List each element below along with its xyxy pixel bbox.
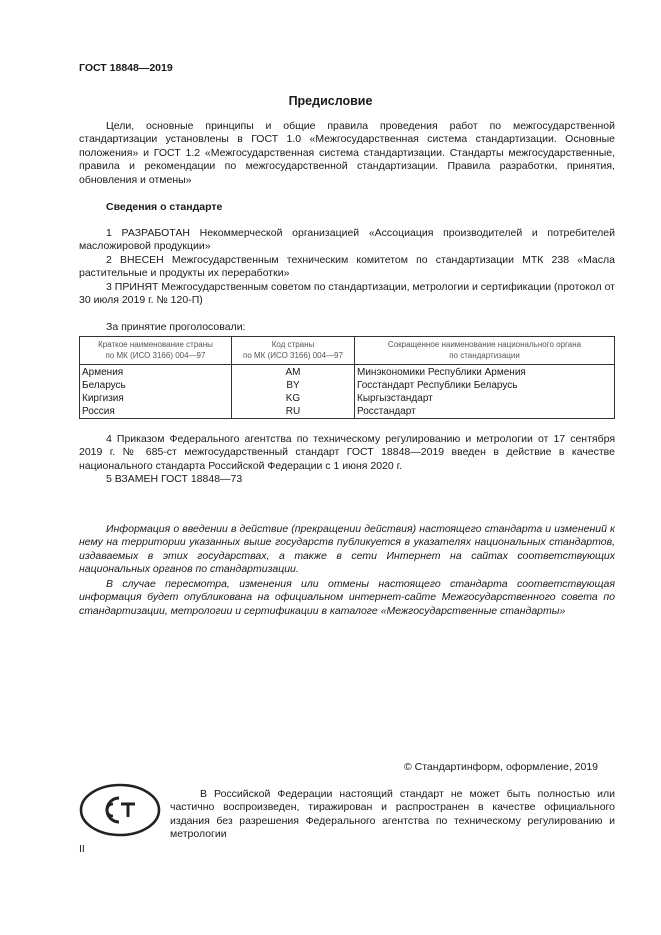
info-note-1: Информация о введении в действие (прекращении действия) настоящего стандарта и изменений к нему на территории указанных выше государств публикуется в указателях национальных стандартов, издаваемых в этих государствах, а также в сети Интернет на сайтах соответствующих национальных органов по стандартизации.: [79, 523, 615, 576]
table-row: [80, 379, 615, 392]
voted-label: За принятие проголосовали:: [106, 321, 246, 333]
cell-body: Минэкономики Республики Армения: [355, 365, 615, 380]
item-5: 5 ВЗАМЕН ГОСТ 18848—73: [106, 473, 243, 485]
item-3: 3 ПРИНЯТ Межгосударственным советом по стандартизации, метрологии и сертификации (протокол от 30 июля 2019 г. № 120-П): [79, 281, 615, 307]
page-number: II: [79, 843, 85, 855]
cell-code: RU: [232, 405, 355, 419]
col-header-body: Сокращенное наименование национального органа по стандартизации: [355, 337, 615, 365]
item-4: 4 Приказом Федерального агентства по техническому регулированию и метрологии от 17 сентября 2019 г. № 685-ст межгосударственный стандарт ГОСТ 18848—2019 введен в действие в качестве национального стандарта Российской Федерации с 1 июня 2020 г.: [79, 433, 615, 472]
cell-code: BY: [232, 379, 355, 392]
intro-paragraph: Цели, основные принципы и общие правила проведения работ по межгосударственной стандартизации установлены в ГОСТ 1.0 «Межгосударственная система стандартизации. Основные положения» и ГОСТ 1.2 «Межгосударственная система стандартизации. Стандарты межгосударственные, правила и рекомендации по межгосударственной стандартизации. Правила разработки, принятия, обновления и отмены»: [79, 120, 615, 186]
gost-logo-icon: [79, 782, 161, 838]
cell-code: AM: [232, 365, 355, 380]
vote-table: [79, 336, 615, 419]
item-2: 2 ВНЕСЕН Межгосударственным техническим комитетом по стандартизации МТК 238 «Масла растительные и продукты их переработки»: [79, 254, 615, 280]
document-code: ГОСТ 18848—2019: [79, 62, 173, 74]
cell-body: Росстандарт: [355, 405, 615, 419]
table-row: [80, 392, 615, 405]
cell-body: Кыргызстандарт: [355, 392, 615, 405]
section-title: Предисловие: [288, 94, 373, 108]
item-1: 1 РАЗРАБОТАН Некоммерческой организацией «Ассоциация производителей и потребителей масложировой продукции»: [79, 227, 615, 253]
cell-country: Армения: [80, 365, 232, 380]
copyright-notice: В Российской Федерации настоящий стандарт не может быть полностью или частично воспроизведен, тиражирован и распространен в качестве официального издания без разрешения Федерального агентства по техническому регулированию и метрологии: [170, 788, 615, 841]
col-header-country: Краткое наименование страны по МК (ИСО 3166) 004—97: [80, 337, 232, 365]
cell-country: Киргизия: [80, 392, 232, 405]
copyright: © Стандартинформ, оформление, 2019: [404, 761, 599, 773]
cell-code: KG: [232, 392, 355, 405]
cell-country: Беларусь: [80, 379, 232, 392]
table-row: [80, 365, 615, 380]
info-heading: Сведения о стандарте: [106, 201, 223, 213]
table-row: [80, 405, 615, 419]
cell-body: Госстандарт Республики Беларусь: [355, 379, 615, 392]
col-header-code: Код страны по МК (ИСО 3166) 004—97: [232, 337, 355, 365]
cell-country: Россия: [80, 405, 232, 419]
info-note-2: В случае пересмотра, изменения или отмены настоящего стандарта соответствующая информация будет опубликована на официальном интернет-сайте Межгосударственного совета по стандартизации, метрологии и сертификации в каталоге «Межгосударственные стандарты»: [79, 578, 615, 617]
